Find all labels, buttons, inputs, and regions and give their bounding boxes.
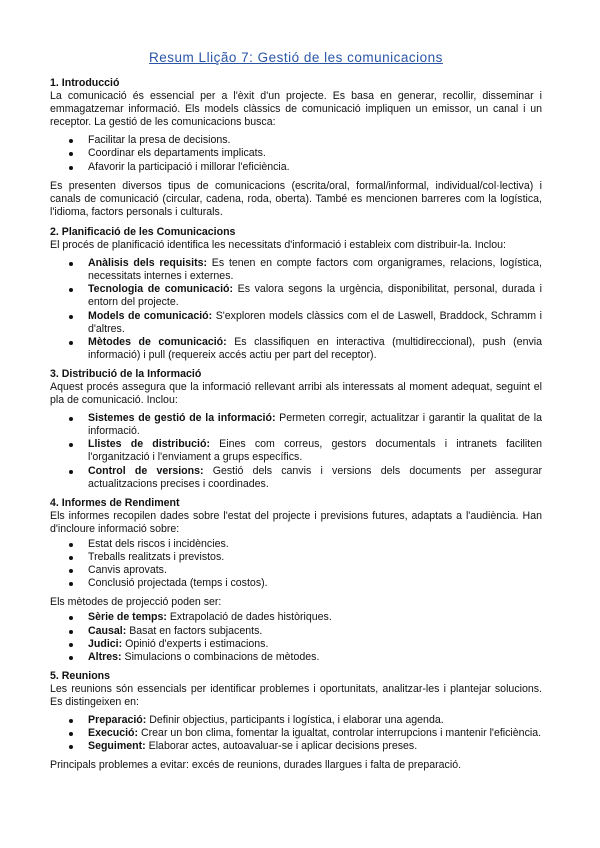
- bullet-list: [50, 611, 542, 663]
- section-intro: El procés de planificació identifica les necessitats d'informació i estableix com distribuir-la. Inclou:: [50, 239, 506, 252]
- list-item: [88, 257, 542, 283]
- list-item: [88, 310, 542, 336]
- bullet-list: [50, 412, 542, 491]
- list-item: [88, 438, 542, 464]
- list-item: [88, 638, 542, 651]
- list-item: Afavorir la participació i millorar l'eficiència.: [88, 161, 542, 174]
- section-heading: 3. Distribució de la Informació: [50, 367, 202, 380]
- list-item: [88, 727, 542, 740]
- item-text: S'exploren models clàssics com el de Laswell, Braddock, Schramm i d'altres.: [88, 309, 542, 335]
- section-outro: Es presenten diversos tipus de comunicacions (escrita/oral, formal/informal, individual/col·lectiva) i canals de comunicació (circular, cadena, roda, oberta). També es mencionen barreres com la logística, l'idioma, factors personals i culturals.: [50, 179, 542, 218]
- item-text: Es classifiquen en interactiva (multidireccional), push (envia informació) i pull (requereix accés actiu per part del receptor).: [88, 335, 543, 361]
- list-item: [88, 412, 542, 438]
- item-label: Anàlisis dels requisits:: [88, 257, 208, 270]
- section-planificacio: [50, 226, 542, 362]
- bullet-list: [50, 538, 542, 590]
- section-heading: 5. Reunions: [50, 669, 111, 682]
- list-item: [88, 651, 542, 664]
- item-text: Eines com correus, gestors documentals i intranets faciliten l'organització i l'enviament a grups específics.: [88, 438, 542, 464]
- item-label: Sèrie de temps:: [88, 611, 167, 624]
- document-title: Resum Llição 7: Gestió de les comunicacions: [149, 50, 443, 65]
- item-text: Extrapolació de dades històriques.: [166, 611, 332, 624]
- item-label: Mètodes de comunicació:: [88, 335, 227, 348]
- list-item: [88, 283, 542, 309]
- section-intro: Les reunions són essencials per identificar problemes i oportunitats, analitzar-les i plantejar solucions. Es distingeixen en:: [50, 682, 542, 709]
- section-intro-secondary: Els mètodes de projecció poden ser:: [50, 596, 222, 609]
- item-text: Opinió d'experts i estimacions.: [122, 637, 269, 650]
- item-label: Preparació:: [88, 714, 147, 727]
- item-label: Judici:: [88, 637, 123, 650]
- section-introduccio: [50, 77, 542, 219]
- item-label: Causal:: [88, 624, 127, 637]
- item-text: Elaborar actes, autoavaluar-se i aplicar decisions preses.: [145, 740, 418, 753]
- list-item: [88, 625, 542, 638]
- list-item: Canvis aprovats.: [88, 564, 542, 577]
- section-heading: 4. Informes de Rendiment: [50, 496, 180, 509]
- item-text: Definir objectius, participants i logística, i elaborar una agenda.: [146, 714, 444, 727]
- item-label: Execució:: [88, 727, 139, 740]
- section-distribucio: [50, 368, 542, 491]
- list-item: Coordinar els departaments implicats.: [88, 147, 542, 160]
- item-text: Es valora segons la urgència, disponibilitat, personal, durada i entorn del projecte.: [88, 283, 542, 309]
- list-item: [88, 336, 542, 362]
- item-text: Gestió dels canvis i versions dels documents per assegurar actualitzacions precises i coordinades.: [88, 464, 542, 490]
- item-text: Basat en factors subjacents.: [126, 624, 263, 637]
- bullet-list: [50, 714, 542, 753]
- item-label: Tecnologia de comunicació:: [88, 283, 234, 296]
- list-item: Estat dels riscos i incidències.: [88, 538, 542, 551]
- item-label: Llistes de distribució:: [88, 438, 210, 451]
- section-outro: Principals problemes a evitar: excés de reunions, durades llargues i falta de preparació.: [50, 759, 462, 772]
- section-heading: 1. Introducció: [50, 77, 120, 89]
- item-label: Control de versions:: [88, 464, 204, 477]
- section-intro: Aquest procés assegura que la informació rellevant arribi als interessats al moment adequat, seguint el pla de comunicació. Inclou:: [50, 380, 542, 407]
- section-intro: La comunicació és essencial per a l'èxit d'un projecte. Es basa en generar, recollir, disseminar i emmagatzemar informació. Els models clàssics de comunicació impliquen un emissor, un canal i un receptor. La gestió de les comunicacions busca:: [50, 90, 542, 129]
- list-item: Conclusió projectada (temps i costos).: [88, 577, 542, 590]
- list-item: Facilitar la presa de decisions.: [88, 134, 542, 147]
- list-item: [88, 611, 542, 624]
- section-heading: 2. Planificació de les Comunicacions: [50, 225, 236, 238]
- section-reunions: [50, 670, 542, 773]
- item-label: Seguiment:: [88, 740, 146, 753]
- item-text: Simulacions o combinacions de mètodes.: [121, 650, 320, 663]
- list-item: [88, 740, 542, 753]
- section-intro: Els informes recopilen dades sobre l'estat del projecte i previsions futures, adaptats a l'audiència. Han d'incloure informació sobre:: [50, 509, 542, 535]
- item-label: Altres:: [88, 650, 122, 663]
- list-item: [88, 465, 542, 491]
- section-informes: [50, 497, 542, 664]
- item-label: Models de comunicació:: [88, 309, 213, 322]
- list-item: Treballs realitzats i previstos.: [88, 551, 542, 564]
- item-text: Permeten corregir, actualitzar i garantir la qualitat de la informació.: [88, 412, 542, 438]
- bullet-list: [50, 257, 542, 362]
- item-text: Es tenen en compte factors com organigrames, relacions, logística, necessitats internes i externes.: [88, 257, 542, 283]
- item-label: Sistemes de gestió de la informació:: [88, 412, 276, 425]
- item-text: Crear un bon clima, fomentar la igualtat, controlar interrupcions i mantenir l'eficiència.: [138, 727, 542, 740]
- bullet-list: [50, 134, 542, 173]
- list-item: [88, 714, 542, 727]
